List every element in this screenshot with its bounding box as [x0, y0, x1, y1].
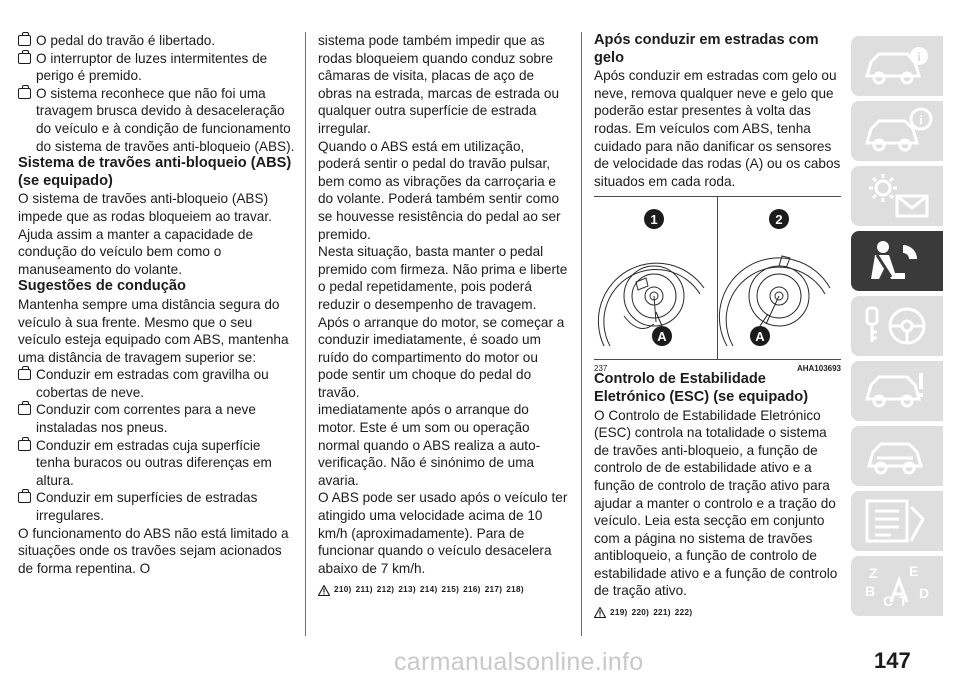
column-divider: [581, 32, 582, 636]
list-item: O pedal do travão é libertado.: [18, 32, 296, 50]
paragraph: Nesta situação, basta manter o pedal premido com firmeza. Não prima e liberte o pedal repetidamente, pois poderá reduzir o desempenho de travagem.: [318, 244, 568, 312]
paragraph: O sistema de travões anti-bloqueio (ABS) impede que as rodas bloqueiem ao travar. Ajuda assim a manter a capacidade de condução do veículo bem como o manuseamento do volante.: [18, 191, 272, 277]
bullet-icon: [18, 53, 32, 64]
list-item: Conduzir em superfícies de estradas irregulares.: [18, 489, 296, 524]
watermark: carmanualsonline.info: [394, 648, 644, 676]
warning-ref[interactable]: 210): [334, 585, 352, 595]
warning-ref[interactable]: 219): [610, 608, 628, 618]
list-item: O sistema reconhece que não foi uma travagem brusca devido à desaceleração do veículo e à condição de funcionamento do sistema de travões anti-bloqueio (ABS).: [18, 85, 296, 155]
wheel-sensor-illustration: [594, 196, 841, 359]
callout-a-left-label: A: [657, 329, 667, 345]
figure-number: 237: [594, 364, 608, 374]
column-1: [18, 32, 296, 577]
key-steering-icon: [861, 302, 933, 350]
tab-starting-driving[interactable]: [851, 296, 943, 356]
paragraph: O funcionamento do ABS não está limitado a situações onde os travões sejam acionados de forma repentina. O: [18, 525, 289, 576]
paragraph: Após conduzir em estradas com gelo ou neve, remova qualquer neve e gelo que poderão estar presentes à volta das rodas. Em veículos com ABS, tenha cuidado para não danificar os sensores de velocidade das rodas (A) ou os cabos situados em cada roda.: [594, 68, 841, 189]
paragraph: Quando o ABS está em utilização, poderá sentir o pedal do travão pulsar, bem como as vibrações da carroçaria e do volante. Poderá também sentir como se houvesse resistência do pedal ao ser premido.: [318, 138, 561, 242]
list-item: Conduzir em estradas cuja superfície tenha buracos ou outras diferenças em altura.: [18, 437, 296, 490]
bullet-icon: [18, 492, 32, 503]
paragraph: O Controlo de Estabilidade Eletrónico (ESC) controla na totalidade o sistema de travões anti-bloqueio, a função de controlo de de estabilidade ativo e a função de controlo de tração ativo para ajudar a manter o controlo e a tração do veículo. Leia esta secção em conjunto com a página no sistema de travões antibloqueio, a função de controlo de estabilidade ativo e a função de controlo de tração ativo.: [594, 407, 838, 599]
list-item: O interruptor de luzes intermitentes de perigo é premido.: [18, 50, 296, 85]
callout-2-label: 2: [775, 212, 783, 228]
alphabetical-index-icon: [861, 562, 933, 610]
svg-text:Z: Z: [869, 565, 878, 581]
svg-text:C: C: [883, 593, 894, 609]
section-tabs: [851, 36, 943, 621]
page-number: 147: [874, 648, 911, 673]
warning-triangle-icon: [318, 585, 330, 596]
list-item: Conduzir em estradas com gravilha ou cobertas de neve.: [18, 366, 296, 401]
bullet-icon: [18, 404, 32, 415]
svg-text:i: i: [917, 49, 921, 64]
tab-technical-data[interactable]: [851, 491, 943, 551]
warning-ref[interactable]: 222): [674, 608, 693, 618]
warning-ref[interactable]: 213): [398, 585, 416, 595]
heading-esc: Controlo de Estabilidade Eletrónico (ESC) (se equipado): [594, 371, 809, 405]
column-3: [594, 32, 841, 622]
heading-driving-tips: Sugestões de condução: [18, 278, 186, 295]
bullet-icon: [18, 88, 32, 99]
warning-ref[interactable]: 211): [355, 585, 373, 595]
warning-ref[interactable]: 212): [376, 585, 395, 595]
callout-1-label: 1: [650, 212, 658, 228]
car-service-icon: [861, 432, 933, 480]
warning-ref[interactable]: 220): [631, 608, 650, 618]
warning-ref[interactable]: 221): [653, 608, 671, 618]
tab-emergency[interactable]: [851, 361, 943, 421]
svg-text:E: E: [909, 563, 919, 579]
warning-ref[interactable]: 216): [463, 585, 481, 595]
paragraph: O ABS pode ser usado após o veículo ter atingido uma velocidade acima de 10 km/h (aproximadamente). Para de funcionar quando o veículo desacelera abaixo de 7 km/h.: [318, 490, 568, 576]
warning-ref[interactable]: 214): [419, 585, 438, 595]
paragraph: imediatamente após o arranque do motor. Este é um som ou operação normal quando o ABS realiza a auto-verificação. Não é sinónimo de uma avaria.: [318, 402, 541, 488]
paragraph: sistema pode também impedir que as rodas bloqueiem quando conduz sobre câmaras de visita, placas de aço de obras na estrada, marcas de estrada ou qualquer outra superfície de estrada irregular.: [318, 33, 560, 136]
paragraph: Após o arranque do motor, se começar a conduzir imediatamente, é soado um ruído do compartimento do motor ou pode sentir um choque do pedal do travão.: [318, 314, 565, 400]
svg-text:D: D: [919, 585, 930, 601]
column-2: [318, 32, 568, 599]
list-item: Conduzir com correntes para a neve instaladas nos pneus.: [18, 401, 296, 436]
heading-after-ice: Após conduzir em estradas com gelo: [594, 32, 819, 66]
heading-abs: Sistema de travões anti-bloqueio (ABS) (se equipado): [18, 155, 292, 189]
paragraph: Mantenha sempre uma distância segura do veículo à sua frente. Mesmo que o seu veículo esteja equipado com ABS, mantenha uma distância de travagem superior se:: [18, 296, 289, 365]
warning-triangle-icon: [594, 607, 606, 618]
callout-a-right-label: A: [755, 329, 765, 345]
tab-service[interactable]: [851, 426, 943, 486]
svg-text:T: T: [899, 593, 908, 609]
tab-warning-lights[interactable]: [851, 166, 943, 226]
car-emergency-icon: [861, 367, 933, 415]
bullet-icon: [18, 35, 32, 46]
car-info-icon: [861, 42, 933, 90]
warning-ref[interactable]: 218): [506, 585, 524, 595]
warning-references: [318, 581, 568, 599]
bullet-icon: [18, 440, 32, 451]
figure-code: AHA103693: [796, 364, 841, 374]
svg-text:i: i: [919, 112, 923, 127]
bullet-icon: [18, 369, 32, 380]
tab-car-info[interactable]: [851, 36, 943, 96]
tab-safety[interactable]: [851, 231, 943, 291]
technical-data-icon: [861, 497, 933, 545]
warning-references: [594, 604, 841, 622]
safety-seat-airbag-icon: [861, 237, 933, 285]
tab-index[interactable]: [851, 556, 943, 616]
column-divider: [305, 32, 306, 636]
svg-text:B: B: [865, 583, 876, 599]
warning-ref[interactable]: 217): [484, 585, 503, 595]
wheel-sensor-figure: [594, 196, 841, 374]
warning-lights-icon: [861, 172, 933, 220]
warning-ref[interactable]: 215): [441, 585, 460, 595]
tab-car-info-circle[interactable]: [851, 101, 943, 161]
car-info-circle-icon: [861, 107, 933, 155]
